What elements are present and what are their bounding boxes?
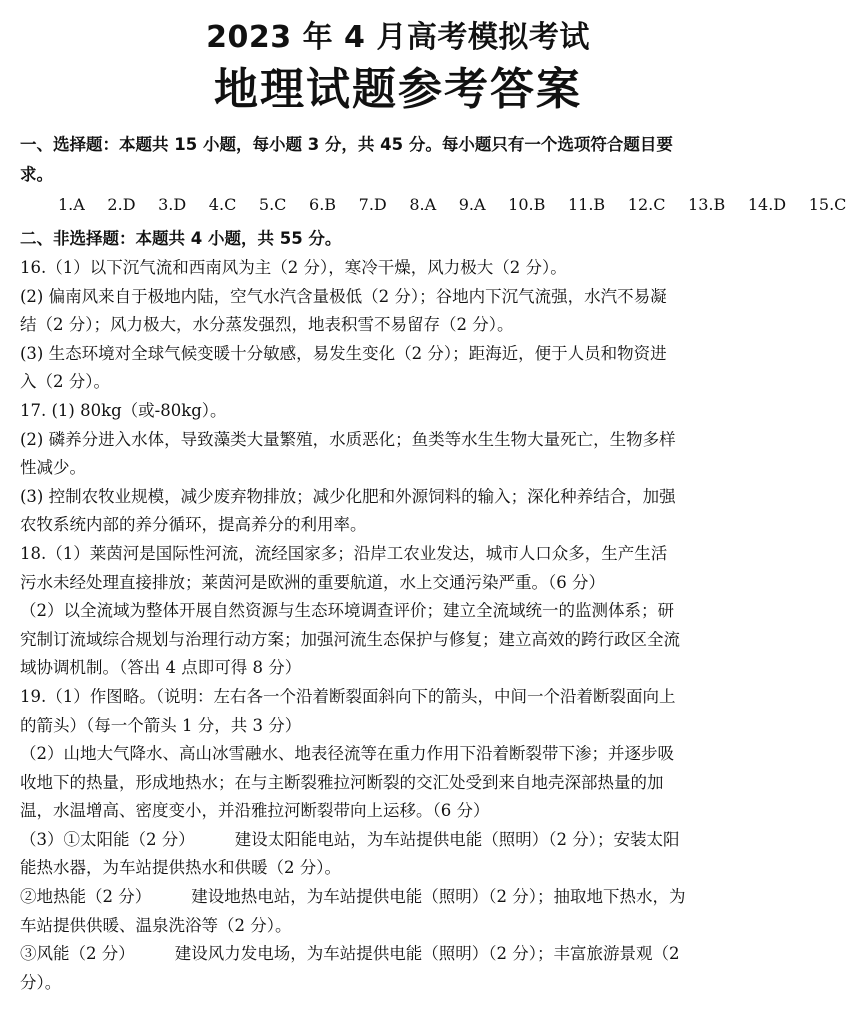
- answer-line-wind: [20, 940, 776, 969]
- answer-line: 18.（1）莱茵河是国际性河流，流经国家多；沿岸工农业发达，城市人口众多，生产生活: [20, 543, 668, 563]
- wind-energy-text: 建设风力发电场，为车站提供电能（照明）（2 分）；丰富旅游景观（2: [174, 944, 680, 964]
- section1-heading-cont: 求。: [20, 165, 53, 184]
- answer-line-geothermal: [20, 883, 776, 912]
- exam-title: 2023 年 4 月高考模拟考试: [206, 20, 590, 55]
- answer-line: (3) 生态环境对全球气候变暖十分敏感，易发生变化（2 分）；距海近，便于人员和物资进: [20, 343, 667, 363]
- section2-heading: 二、非选择题：本题共 4 小题，共 55 分。: [20, 229, 342, 248]
- answer-body: [20, 254, 776, 997]
- answer-line: (2) 偏南风来自于极地内陆，空气水汽含量极低（2 分）；谷地内下沉气流强，水汽不易凝: [20, 286, 667, 306]
- answer-line: 入（2 分）。: [20, 372, 110, 392]
- solar-energy-label: （3）①太阳能（2 分）: [20, 829, 195, 849]
- answer-line: 域协调机制。（答出 4 点即可得 8 分）: [20, 658, 302, 678]
- answer-line: 17. (1) 80kg（或-80kg）。: [20, 400, 227, 420]
- choice-answers: [20, 190, 847, 220]
- answer-line: 能热水器，为车站提供热水和供暖（2 分）。: [20, 858, 341, 878]
- answer-item: 4.C: [208, 195, 237, 214]
- answer-item: 13.B: [688, 195, 726, 214]
- geothermal-energy-label: ②地热能（2 分）: [20, 887, 152, 907]
- answer-item: 15.C: [808, 195, 847, 214]
- answer-line: （2）山地大气降水、高山冰雪融水、地表径流等在重力作用下沿着断裂带下渗；并逐步吸: [20, 744, 674, 764]
- answer-line: 16.（1）以下沉气流和西南风为主（2 分），寒冷干燥，风力极大（2 分）。: [20, 258, 567, 277]
- answer-item: 10.B: [508, 195, 546, 214]
- answer-line: 19.（1）作图略。（说明：左右各一个沿着断裂面斜向下的箭头，中间一个沿着断裂面向上: [20, 686, 676, 706]
- answer-line: 车站提供供暖、温泉洗浴等（2 分）。: [20, 915, 292, 935]
- answer-item: 14.D: [747, 195, 787, 214]
- answer-line: （2）以全流域为整体开展自然资源与生态环境调查评价；建立全流域统一的监测体系；研: [20, 601, 674, 621]
- wind-energy-label: ③风能（2 分）: [20, 944, 135, 964]
- answer-line: (2) 磷养分进入水体，导致藻类大量繁殖，水质恶化；鱼类等水生生物大量死亡，生物多样: [20, 429, 676, 449]
- answer-line: 结（2 分）；风力极大，水分蒸发强烈，地表积雪不易留存（2 分）。: [20, 315, 514, 335]
- answer-key-title: 地理试题参考答案: [214, 64, 582, 115]
- answer-line: 收地下的热量，形成地热水；在与主断裂雅拉河断裂的交汇处受到来自地壳深部热量的加: [20, 772, 664, 792]
- answer-item: 5.C: [258, 195, 287, 214]
- section1-heading: 一、选择题：本题共 15 小题，每小题 3 分，共 45 分。每小题只有一个选项符合题目要: [20, 135, 673, 154]
- answer-line: 农牧系统内部的养分循环，提高养分的利用率。: [20, 515, 367, 535]
- geothermal-energy-text: 建设地热电站，为车站提供电能（照明）（2 分）；抽取地下热水，为: [191, 887, 686, 907]
- answer-line: 性减少。: [20, 458, 86, 478]
- answer-item: 6.B: [309, 195, 337, 214]
- answer-line: 污水未经处理直接排放；莱茵河是欧洲的重要航道，水上交通污染严重。（6 分）: [20, 572, 605, 592]
- answer-line: 温，水温增高、密度变小，并沿雅拉河断裂带向上运移。（6 分）: [20, 801, 490, 821]
- answer-item: 1.A: [58, 195, 85, 214]
- answer-item: 7.D: [358, 195, 387, 214]
- answer-item: 2.D: [107, 195, 136, 214]
- answer-item: 8.A: [409, 195, 437, 214]
- answer-line: 的箭头）（每一个箭头 1 分，共 3 分）: [20, 715, 302, 735]
- solar-energy-text: 建设太阳能电站，为车站提供电能（照明）（2 分）；安装太阳: [234, 829, 680, 849]
- answer-item: 11.B: [567, 195, 606, 214]
- answer-line: 究制订流域综合规划与治理行动方案；加强河流生态保护与修复；建立高效的跨行政区全流: [20, 629, 680, 649]
- answer-line: (3) 控制农牧业规模，减少废弃物排放；减少化肥和外源饲料的输入；深化种养结合，加强: [20, 486, 676, 506]
- answer-line-solar: [20, 826, 776, 855]
- answer-item: 9.A: [458, 195, 486, 214]
- answer-item: 12.C: [627, 195, 666, 214]
- answer-item: 3.D: [158, 195, 187, 214]
- answer-line: 分）。: [20, 972, 62, 992]
